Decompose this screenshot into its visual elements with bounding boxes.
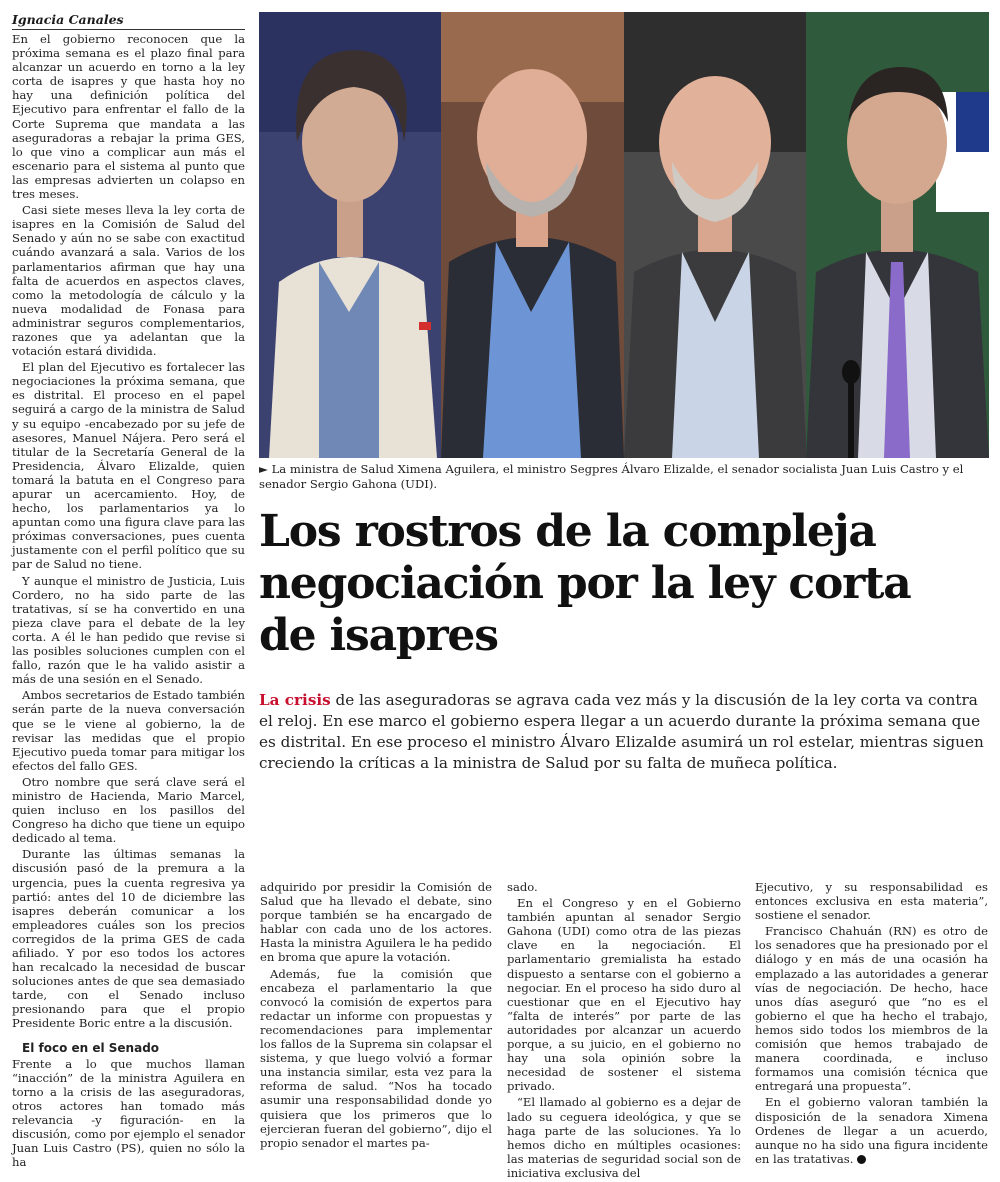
paragraph: Francisco Chahuán (RN) es otro de los senadores que ha presionado por el diálogo y en más de una ocasión ha emplazado a las autoridades a generar vías de negociación. De hecho, hace unos días aseguró que “no es el gobierno el que ha hecho el trabajo, hemos sido todos los miembros de la comisión que hemos trabajado de manera coordinada, e incluso formamos una comisión técnica que entregará una propuesta”. [755, 924, 988, 1094]
photo-alvaro-elizalde [441, 12, 623, 458]
paragraph [755, 1095, 988, 1165]
headline: Los rostros de la compleja negociación por la ley corta de isapres [259, 506, 911, 661]
paragraph: En el Congreso y en el Gobierno también apuntan al senador Sergio Gahona (UDI) como otra de las piezas clave en la negociación. El parlamentario gremialista ha estado dispuesto a sentarse con el gobierno a negociar. En el proceso ha sido duro al cuestionar que en el Ejecutivo hay “falta de interés” por parte de las autoridades por alcanzar un acuerdo porque, a su juicio, en el gobierno no hay una sola opinión sobre la necesidad de sostener el sistema privado. [507, 896, 741, 1094]
paragraph: Otro nombre que será clave será el ministro de Hacienda, Mario Marcel, quien incluso en los pasillos del Congreso ha dicho que tiene un equipo dedicado al tema. [12, 774, 245, 846]
subheading: El foco en el Senado [22, 1040, 160, 1055]
photo-sergio-gahona [806, 12, 988, 458]
lead-text: de las aseguradoras se agrava cada vez más y la discusión de la ley corta va contra el reloj. En ese marco el gobierno espera llegar a un acuerdo durante la próxima semana que es distrital. En ese proceso el ministro Álvaro Elizalde asumirá un rol estelar, mientras siguen creciendo la críticas a la ministra de Salud por su falta de muñeca política. [259, 691, 984, 772]
byline: Ignacia Canales [12, 12, 245, 30]
body-column-2 [260, 880, 492, 1152]
photo-strip [259, 12, 988, 458]
end-mark-icon [857, 1155, 866, 1164]
paragraph: En el gobierno reconocen que la próxima semana es el plazo final para alcanzar un acuerdo en torno a la ley corta de isapres y que hasta hoy no hay una definición política del Ejecutivo para enfrentar el fallo de la Corte Suprema que mandata a las aseguradoras a rebajar la prima GES, lo que vino a complicar aun más el escenario para el sistema al punto que las empresas advierten un colapso en tres meses. [12, 32, 245, 202]
photo-juan-luis-castro [624, 12, 806, 458]
paragraph: “El llamado al gobierno es a dejar de lado su ceguera ideológica, y que se haga parte de las soluciones. Ya lo hemos dicho en múltiples ocasiones: las materias de seguridad social son de iniciativa exclusiva del [507, 1095, 741, 1180]
paragraph: Durante las últimas semanas la discusión pasó de la premura a la urgencia, pues la cuenta regresiva ya partió: antes del 10 de diciembre las isapres deberán comunicar a los empleadores cuáles son los precios corregidos de la prima GES de cada afiliado. Y por eso todos los actores han recalcado la necesidad de buscar soluciones antes de que sea demasiado tarde, con el Senado incluso presionando para que el propio Presidente Boric entre a la discusión. [12, 847, 245, 1031]
paragraph: Frente a lo que muchos llaman “inacción” de la ministra Aguilera en torno a la crisis de las aseguradoras, otros actores han tomado más relevancia -y figuración- en la discusión, como por ejemplo el senador Juan Luis Castro (PS), quien no sólo la ha [12, 1056, 245, 1170]
photo-ximena-aguilera [259, 12, 441, 458]
paragraph: Y aunque el ministro de Justicia, Luis Cordero, no ha sido parte de las tratativas, sí se ha convertido en una pieza clave para el debate de la ley corta. A él le han pedido que revise si las posibles soluciones cumplen con el fallo, razón que le ha valido asistir a más de una sesión en el Senado. [12, 573, 245, 687]
photo-caption: ► La ministra de Salud Ximena Aguilera, el ministro Segpres Álvaro Elizalde, el senador socialista Juan Luis Castro y el senador Sergio Gahona (UDI). [259, 462, 964, 491]
left-column [12, 32, 245, 1171]
paragraph: Además, fue la comisión que encabeza el parlamentario la que convocó la comisión de expertos para redactar un informe con propuestas y recomendaciones para implementar los fallos de la Suprema sin colapsar el sistema, y que luego volvió a formar una instancia similar, esta vez para la reforma de salud. “Nos ha tocado asumir una responsabilidad donde yo quisiera que los primeros que lo ejercieran fueran del gobierno”, dijo el propio senador el martes pa- [260, 966, 492, 1150]
body-column-3 [507, 880, 741, 1182]
paragraph: sado. [507, 880, 538, 894]
body-column-4 [755, 880, 988, 1168]
paragraph: Ejecutivo, y su responsabilidad es entonces exclusiva en esta materia”, sostiene el senador. [755, 880, 988, 923]
paragraph: Casi siete meses lleva la ley corta de isapres en la Comisión de Salud del Senado y aún no se sabe con exactitud cuándo avanzará a sala. Varios de los parlamentarios afirman que hay una falta de acuerdos en aspectos claves, como la metodología de cálculo y la nueva modalidad de Fonasa para administrar seguros complementarios, razones que ya adelantan que la votación estará dividida. [12, 203, 245, 359]
paragraph: Ambos secretarios de Estado también serán parte de la nueva conversación que se le viene al gobierno, la de revisar las medidas que el propio Ejecutivo pueda tomar para mitigar los efectos del fallo GES. [12, 688, 245, 773]
paragraph: adquirido por presidir la Comisión de Salud que ha llevado el debate, sino porque también se ha encargado de hablar con cada uno de los actores. Hasta la ministra Aguilera le ha pedido en broma que apure la votación. [260, 880, 492, 965]
paragraph-text: En el gobierno valoran también la disposición de la senadora Ximena Ordenes de llegar a un acuerdo, aunque no ha sido una figura incidente en las tratativas. [755, 1095, 988, 1166]
lead-kicker: La crisis [259, 691, 331, 709]
paragraph: El plan del Ejecutivo es fortalecer las negociaciones la próxima semana, que es distrital. El proceso en el papel seguirá a cargo de la ministra de Salud y su equipo -encabezado por su jefe de asesores, Manuel Nájera. Pero será el titular de la Secretaría General de la Presidencia, Álvaro Elizalde, quien tomará la batuta en el Congreso para apurar un acercamiento. Hoy, de hecho, los parlamentarios ya lo apuntan como una figura clave para las próximas conversaciones, pues cuenta justamente con el perfil político que su par de Salud no tiene. [12, 360, 245, 572]
lead-paragraph [259, 690, 988, 774]
